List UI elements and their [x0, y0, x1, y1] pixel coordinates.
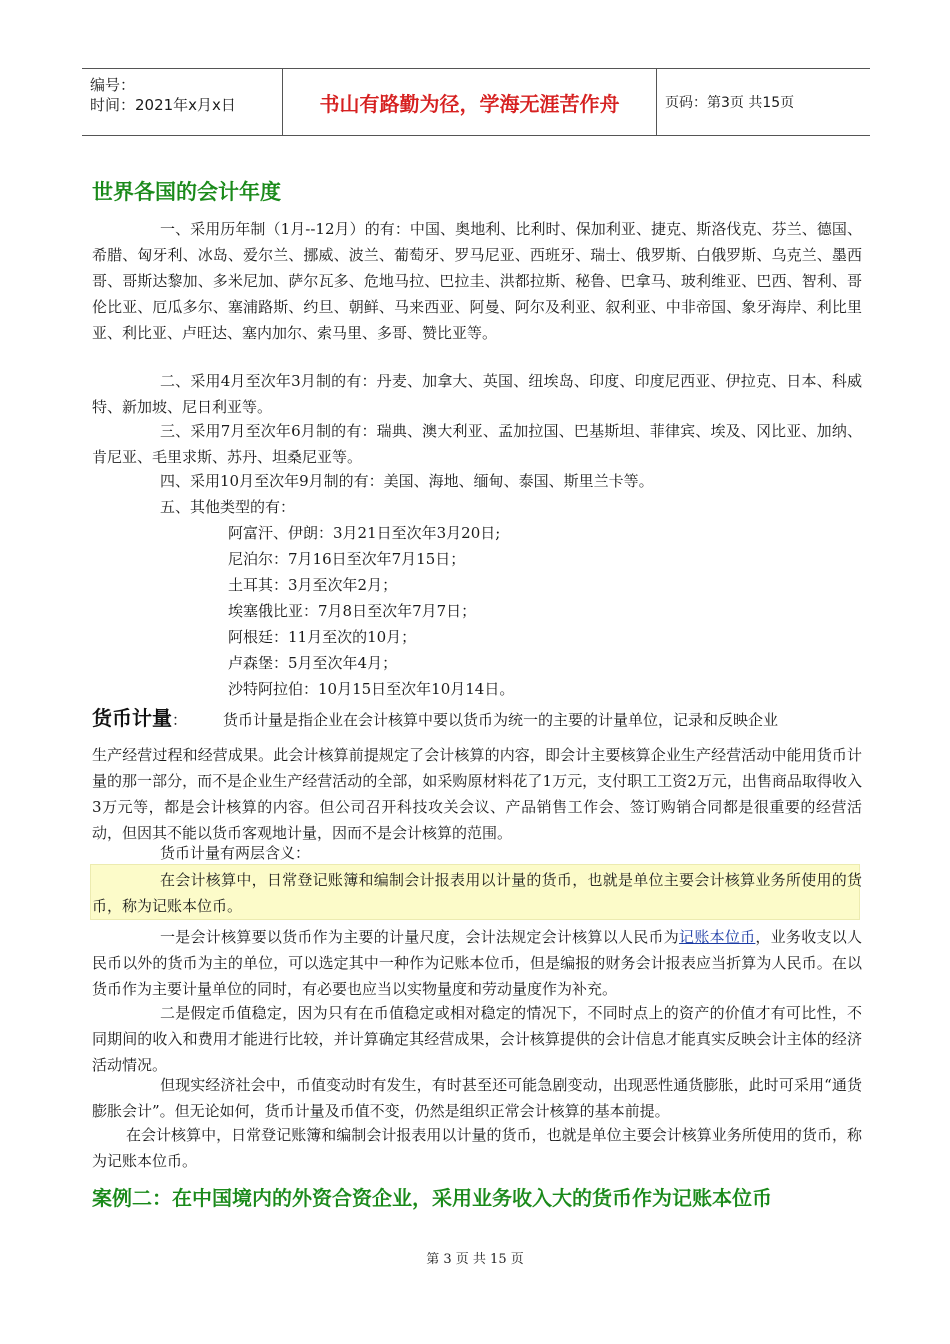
highlight-text: 在会计核算中，日常登记账簿和编制会计报表用以计量的货币，也就是单位主要会计核算业务所使用的货币，称为记账本位币。 — [92, 871, 862, 915]
paragraph-item2: 二、采用4月至次年3月制的有：丹麦、加拿大、英国、纽埃岛、印度、印度尼西亚、伊拉克、日本、科威特、新加坡、尼日利亚等。 — [92, 372, 862, 416]
paragraph-item1: 一、采用历年制（1月--12月）的有：中国、奥地利、比利时、保加利亚、捷克、斯洛伐克、芬兰、德国、希腊、匈牙利、冰岛、爱尔兰、挪威、波兰、葡萄牙、罗马尼亚、西班牙、瑞士、俄罗斯、白俄罗斯、乌克兰、墨西哥、哥斯达黎加、多米尼加、萨尔瓦多、危地马拉、巴拉圭、洪都拉斯、秘鲁、巴拿马、玻利维亚、巴西、智利、哥伦比亚、厄瓜多尔、塞浦路斯、约旦、朝鲜、马来西亚、阿曼、阿尔及利亚、叙利亚、中非帝国、象牙海岸、利比里亚、利比亚、卢旺达、塞内加尔、索马里、多哥、赞比亚等。 — [92, 220, 862, 342]
header-time: 时间：2021年x月x日 — [90, 96, 236, 114]
paragraph-text: 一是会计核算要以货币作为主要的计量尺度，会计法规定会计核算以人民币为 — [160, 928, 680, 946]
list-item: 土耳其：3月至次年2月； — [228, 576, 398, 594]
paragraph-currency-1: 生产经营过程和经营成果。此会计核算前提规定了会计核算的内容，即会计主要核算企业生产经营活动中能用货币计量的那一部分，而不是企业生产经营活动的全部，如采购原材料花了1万元，支付职工工资2万元，出售商品取得收入3万元等，都是会计核算的内容。但公司召开科技攻关会议、产品销售工作会、签订购销合同都是很重要的经营活动，但因其不能以货币客观地计量，因而不是会计核算的范围。 — [92, 746, 862, 842]
paragraph-item4: 四、采用10月至次年9月制的有：美国、海地、缅甸、泰国、斯里兰卡等。 — [160, 472, 654, 490]
section-title-case-two: 案例二：在中国境内的外资合资企业，采用业务收入大的货币作为记账本位币 — [92, 1186, 772, 1210]
list-item: 阿富汗、伊朗：3月21日至次年3月20日; — [228, 524, 501, 542]
paragraph-currency-2: 货币计量有两层含义： — [160, 844, 311, 862]
currency-measure-intro — [92, 704, 862, 734]
page-header — [82, 68, 870, 136]
link-functional-currency[interactable]: 记账本位币 — [679, 928, 756, 946]
header-page-number: 页码：第3页 共15页 — [665, 95, 795, 111]
paragraph-item5: 五、其他类型的有： — [160, 498, 296, 516]
header-meta — [82, 69, 283, 135]
paragraph-currency-4: 二是假定币值稳定，因为只有在币值稳定或相对稳定的情况下，不同时点上的资产的价值才有可比性，不同期间的收入和费用才能进行比较，并计算确定其经营成果，会计核算提供的会计信息才能真实反映会计主体的经济活动情况。 — [92, 1004, 862, 1074]
list-item: 埃塞俄比亚：7月8日至次年7月7日； — [228, 602, 477, 620]
lead-colon: ： — [172, 711, 188, 729]
section-title-fiscal-year: 世界各国的会计年度 — [92, 180, 281, 204]
header-motto: 书山有路勤为径，学海无涯苦作舟 — [283, 69, 657, 135]
others-list — [228, 520, 858, 702]
paragraph-item3: 三、采用7月至次年6月制的有：瑞典、澳大利亚、孟加拉国、巴基斯坦、菲律宾、埃及、冈比亚、加纳、肯尼亚、毛里求斯、苏丹、坦桑尼亚等。 — [92, 422, 862, 466]
header-number: 编号： — [90, 76, 136, 94]
list-item: 卢森堡：5月至次年4月； — [228, 654, 398, 672]
paragraph-text: ，业务收支以人民币以外的货币为主的单位，可以选定其中一种作为记账本位币，但是编报的财务会计报表应当折算为人民币。在以货币作为主要计量单位的同时，有必要也应当以实物量度和劳动量度作为补充。 — [92, 928, 862, 998]
currency-measure-first-line: 货币计量是指企业在会计核算中要以货币为统一的主要的计量单位，记录和反映企业 — [223, 711, 779, 729]
paragraph-currency-5: 但现实经济社会中，币值变动时有发生，有时甚至还可能急剧变动，出现恶性通货膨胀，此时可采用“通货膨胀会计”。但无论如何，货币计量及币值不变，仍然是组织正常会计核算的基本前提。 — [92, 1076, 862, 1120]
paragraph-currency-6: 在会计核算中，日常登记账簿和编制会计报表用以计量的货币，也就是单位主要会计核算业务所使用的货币，称为记账本位币。 — [92, 1126, 862, 1170]
list-item: 阿根廷：11月至次的10月； — [228, 628, 417, 646]
list-item: 沙特阿拉伯：10月15日至次年10月14日。 — [228, 680, 515, 698]
currency-measure-lead: 货币计量 — [92, 706, 172, 730]
paragraph-currency-3 — [92, 924, 862, 1002]
list-item: 尼泊尔：7月16日至次年7月15日； — [228, 550, 466, 568]
page-footer: 第 3 页 共 15 页 — [426, 1252, 524, 1267]
